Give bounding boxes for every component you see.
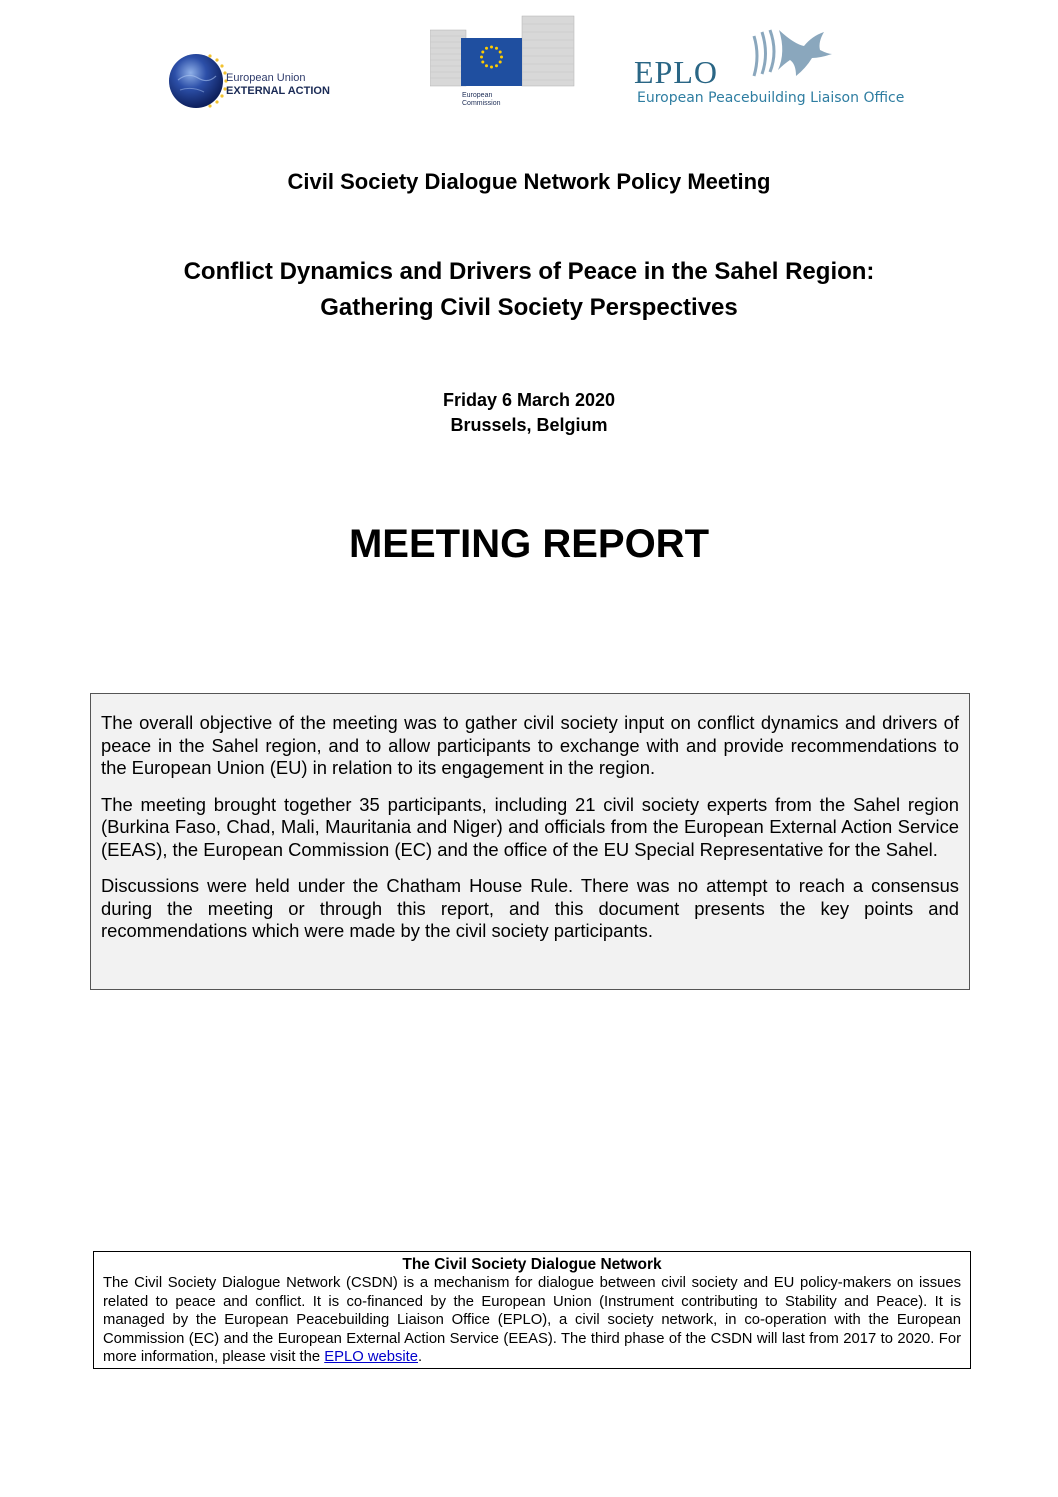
csdn-info-body: The Civil Society Dialogue Network (CSDN) is a mechanism for dialogue between civil society and EU policy-makers on issues related to peace and conflict. It is co-financed by the European Union (Instrument contributing to Stability and Peace). It is managed by the European Peacebuilding Liaison Office (EPLO), a civil society network, in co-operation with the European Commission (EC) and the European External Action Service (EEAS). The third phase of the CSDN will last from 2017 to 2020. For more information, please visit the bbox=[103, 1275, 961, 1366]
summary-paragraph-participants: The meeting brought together 35 participants, including 21 civil society experts from the Sahel region (Burkina Faso, Chad, Mali, Mauritania and Niger) and officials from the European External Action Service (EEAS), the European Commission (EC) and the office of the EU Special Representative for the Sahel. bbox=[101, 793, 959, 860]
csdn-info-box bbox=[93, 1251, 971, 1369]
eplo-subtitle: European Peacebuilding Liaison Office bbox=[637, 90, 905, 106]
eplo-wordmark: EPLO bbox=[634, 54, 718, 90]
eplo-website-link[interactable]: EPLO website bbox=[324, 1349, 418, 1366]
dove-icon bbox=[724, 24, 834, 84]
summary-paragraph-rules: Discussions were held under the Chatham House Rule. There was no attempt to reach a consensus during the meeting or through this report, and this document presents the key points and recommendations which were made by the civil society participants. bbox=[101, 875, 959, 941]
globe-icon bbox=[168, 50, 230, 112]
european-commission-logo bbox=[430, 12, 576, 107]
eeas-wordmark bbox=[226, 72, 330, 98]
berlaymont-building-icon bbox=[430, 12, 576, 92]
csdn-info-body-end: . bbox=[418, 1349, 423, 1366]
ec-line2: Commission bbox=[462, 100, 501, 107]
eeas-line2: EXTERNAL ACTION bbox=[226, 85, 330, 97]
meeting-location: Brussels, Belgium bbox=[450, 415, 608, 435]
ec-wordmark bbox=[462, 92, 501, 108]
eeas-logo bbox=[168, 50, 388, 110]
eeas-line1: European Union bbox=[226, 72, 306, 84]
summary-box bbox=[90, 693, 970, 990]
csdn-info-title: The Civil Society Dialogue Network bbox=[402, 1256, 662, 1273]
summary-paragraph-objective: The overall objective of the meeting was to gather civil society input on conflict dynamics and drivers of peace in the Sahel region, and to allow participants to exchange with and provide recommendations to the European Union (EU) in relation to its engagement in the region. bbox=[101, 712, 959, 778]
eplo-logo bbox=[634, 24, 924, 112]
report-title-line2: Gathering Civil Society Perspectives bbox=[320, 294, 738, 321]
report-title-line1: Conflict Dynamics and Drivers of Peace in the Sahel Region: bbox=[183, 258, 875, 285]
csdn-info-text bbox=[103, 1274, 961, 1367]
meeting-type: Civil Society Dialogue Network Policy Meeting bbox=[287, 169, 771, 194]
document-heading: MEETING REPORT bbox=[348, 522, 710, 566]
ec-line1: European bbox=[462, 92, 493, 99]
meeting-date: Friday 6 March 2020 bbox=[442, 390, 616, 410]
